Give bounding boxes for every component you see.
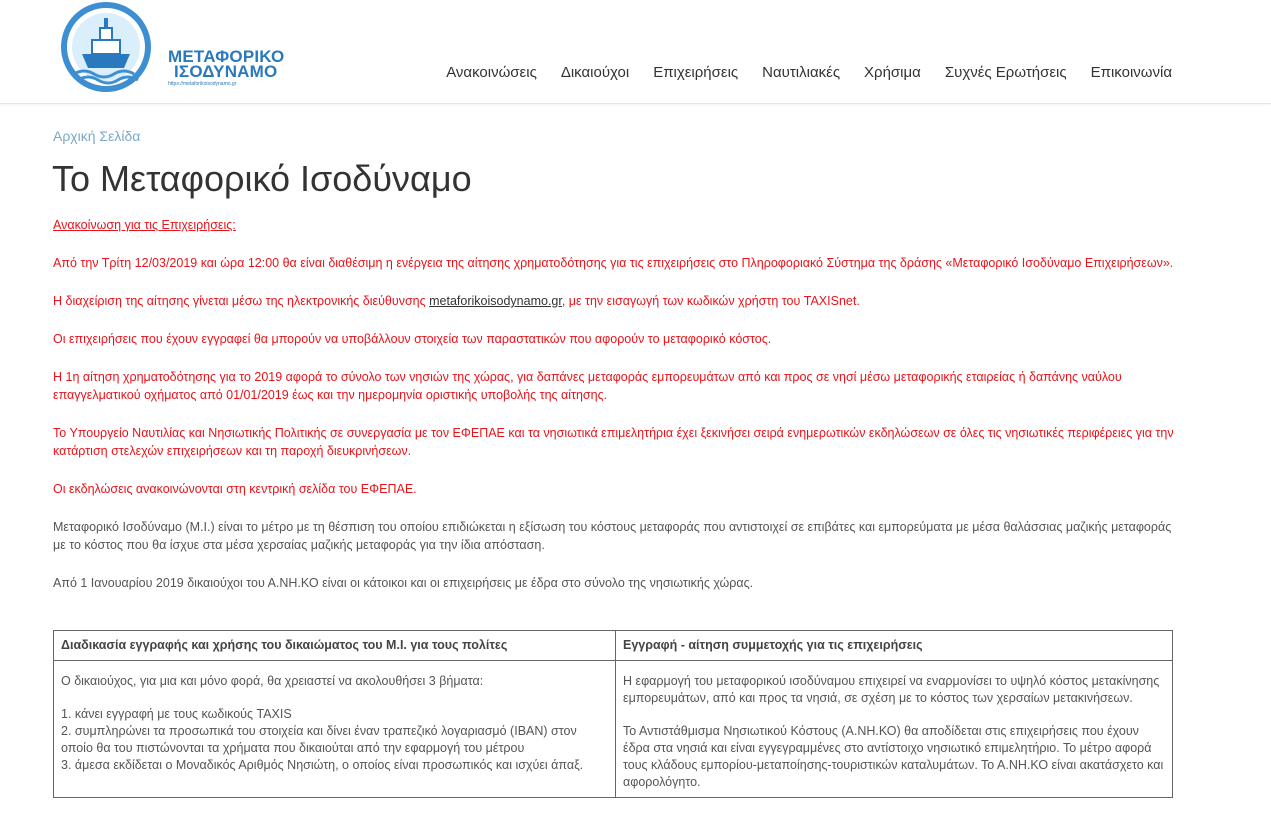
intro-paragraph: Από 1 Ιανουαρίου 2019 δικαιούχοι του Α.ΝΗ.ΚΟ είναι οι κάτοικοι και οι επιχειρήσεις με έδρα στο σύνολο της νησιωτικής χώρας. <box>53 576 754 590</box>
article-content <box>53 216 1183 612</box>
site-header <box>0 0 1271 104</box>
page-title: Το Μεταφορικό Ισοδύναμο <box>52 158 472 199</box>
announcement-paragraph: Οι επιχειρήσεις που έχουν εγγραφεί θα μπορούν να υποβάλλουν στοιχεία των παραστατικών που αφορούν το μεταφορικό κόστος. <box>53 332 772 346</box>
businesses-paragraph: Η εφαρμογή του μεταφορικού ισοδύναμου επιχειρεί να εναρμονίσει το υψηλό κόστος μετακίνησης εμπορευμάτων, από και προς τα νησιά, σε σχέση με το κόστος των χερσαίων μετακινήσεων. <box>623 674 1160 705</box>
citizens-step: 3. άμεσα εκδίδεται ο Μοναδικός Αριθμός Νησιώτη, ο οποίος είναι προσωπικός και ισχύει άπαξ. <box>61 758 584 772</box>
table-cell-businesses <box>616 661 1173 798</box>
announcement-text: , με την εισαγωγή των κωδικών χρήστη του TAXISnet. <box>561 294 860 308</box>
nav-shipping[interactable]: Ναυτιλιακές <box>762 64 841 81</box>
logo-wordmark <box>168 49 284 79</box>
nav-businesses[interactable]: Επιχειρήσεις <box>653 64 739 81</box>
announcement-heading <box>53 216 1183 234</box>
intro-paragraph: Μεταφορικό Ισοδύναμο (Μ.Ι.) είναι το μέτρο με τη θέσπιση του οποίου επιδιώκεται η εξίσωση του κόστους μεταφοράς που αντιστοιχεί σε επιβάτες και εμπορεύματα με μέσα θαλάσσιας μαζικής μεταφοράς με το κόστος που θα ίσχυε στα μέσα χερσαίας μαζικής μεταφοράς για την ίδια απόσταση. <box>53 520 1172 552</box>
citizens-step: 1. κάνει εγγραφή με τους κωδικούς TAXIS <box>61 707 292 721</box>
table-header-row <box>54 631 1173 661</box>
site-logo[interactable] <box>60 2 285 92</box>
table-header-citizens: Διαδικασία εγγραφής και χρήσης του δικαιώματος του Μ.Ι. για τους πολίτες <box>54 631 616 661</box>
logo-line-2: ΙΣΟΔΥΝΑΜΟ <box>174 62 278 81</box>
announcement-text: Η διαχείριση της αίτησης γίνεται μέσω της ηλεκτρονικής διεύθυνσης <box>53 294 430 308</box>
table-row <box>54 661 1173 798</box>
table-header-businesses: Εγγραφή - αίτηση συμμετοχής για τις επιχειρήσεις <box>616 631 1173 661</box>
nav-contact[interactable]: Επικοινωνία <box>1090 64 1172 81</box>
logo-line-1: ΜΕΤΑΦΟΡΙΚΟ <box>168 47 285 66</box>
nav-beneficiaries[interactable]: Δικαιούχοι <box>560 64 630 81</box>
announcement-paragraph: Οι εκδηλώσεις ανακοινώνονται στη κεντρική σελίδα του ΕΦΕΠΑΕ. <box>53 482 417 496</box>
announcement-paragraph <box>53 292 1183 310</box>
info-table <box>53 630 1173 798</box>
main-nav <box>422 64 1172 81</box>
announcement-paragraph: Το Υπουργείο Ναυτιλίας και Νησιωτικής Πολιτικής σε συνεργασία με τον ΕΦΕΠΑΕ και τα νησιωτικά επιμελητήρια έχει ξεκινήσει σειρά ενημερωτικών εκδηλώσεων σε όλες τις νησιωτικές περιφέρειες για την κατάρτιση στελεχών επιχειρήσεων και τη παροχή διευκρινήσεων. <box>53 426 1174 458</box>
nav-useful[interactable]: Χρήσιμα <box>864 64 921 81</box>
announcement-paragraph: Από την Τρίτη 12/03/2019 και ώρα 12:00 θα είναι διαθέσιμη η ενέργεια της αίτησης χρηματοδότησης για τις επιχειρήσεις στο Πληροφοριακό Σύστημα της δράσης «Μεταφορικό Ισοδύναμο Επιχειρήσεων». <box>53 256 1174 270</box>
nav-faq[interactable]: Συχνές Ερωτήσεις <box>944 64 1067 81</box>
logo-url: https://metaforikoisodynamo.gr <box>168 81 237 87</box>
businesses-paragraph: Το Αντιστάθμισμα Νησιωτικού Κόστους (Α.ΝΗ.ΚΟ) θα αποδίδεται στις επιχειρήσεις που έχουν έδρα στα νησιά και είναι εγγεγραμμένες στο αντίστοιχο νησιωτικό επιμελητήριο. Το μέτρο αφορά τους κλάδους εμπορίου-μεταποίησης-τουριστικών καταλυμάτων. Το Α.ΝΗ.ΚΟ είναι ακατάσχετο και αφορολόγητο. <box>623 724 1164 789</box>
nav-announcements[interactable]: Ανακοινώσεις <box>446 64 537 81</box>
announcement-paragraph: Η 1η αίτηση χρηματοδότησης για το 2019 αφορά το σύνολο των νησιών της χώρας, για δαπάνες μεταφοράς εμπορευμάτων από και προς σε νησί μέσω μεταφορικής εταιρείας ή δαπάνης ναύλου επαγγελματικού οχήματος από 01/01/2019 έως και την ημερομηνία οριστικής υποβολής της αίτησης. <box>53 370 1122 402</box>
ship-logo-icon <box>60 2 170 94</box>
announcement-heading-text: Ανακοίνωση για τις Επιχειρήσεις: <box>53 218 236 232</box>
breadcrumb-home[interactable]: Αρχική Σελίδα <box>53 128 141 144</box>
citizens-step: 2. συμπληρώνει τα προσωπικά του στοιχεία και δίνει έναν τραπεζικό λογαριασμό (IBAN) στον οποίο θα του πιστώνονται τα χρήματα που δικαιούται από την εφαρμογή του μέτρου <box>61 724 577 755</box>
table-cell-citizens <box>54 661 616 798</box>
citizens-intro: Ο δικαιούχος, για μια και μόνο φορά, θα χρειαστεί να ακολουθήσει 3 βήματα: <box>61 674 484 688</box>
metaforikoisodynamo-link[interactable]: metaforikoisodynamo.gr <box>429 294 562 308</box>
